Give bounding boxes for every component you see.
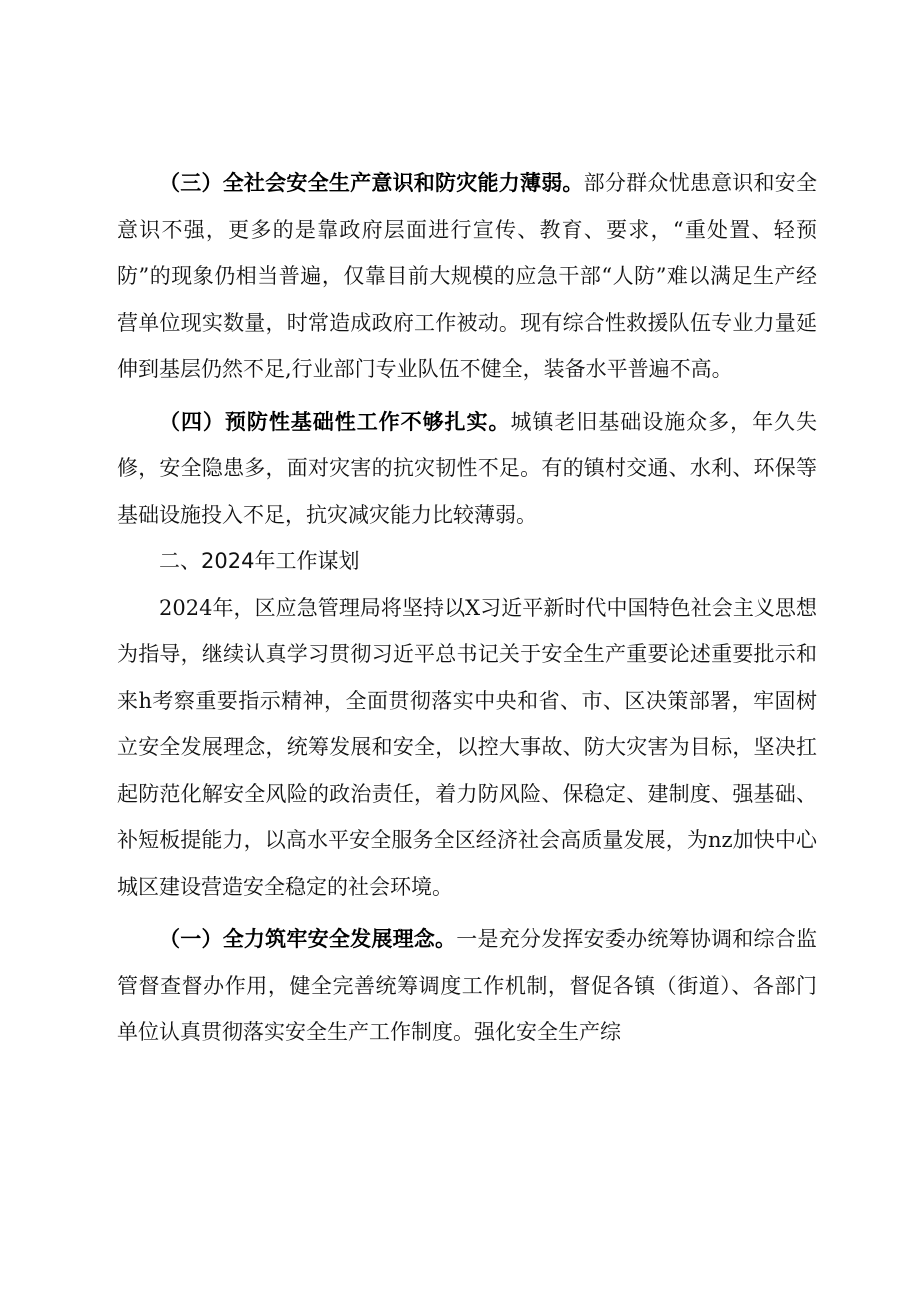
paragraph-lead: （一）全力筑牢安全发展理念。 (159, 926, 457, 951)
paragraph-lead: （三）全社会安全生产意识和防灾能力薄弱。 (159, 170, 584, 195)
section-heading: 二、2024年工作谋划 (159, 549, 360, 573)
paragraph-lead: （四）预防性基础性工作不够扎实。 (159, 408, 511, 434)
paragraph-body: 一是充分发挥安委办统筹协调和综合监管督查督办作用，健全完善统筹调度工作机制，督促各镇（街道）、各部门单位认真贯彻落实安全生产工作制度。强化安全生产综 (117, 927, 817, 1044)
document-page (117, 160, 817, 1056)
paragraph-body: 城镇老旧基础设施众多，年久失修，安全隐患多，面对灾害的抗灾韧性不足。有的镇村交通、水利、环保等基础设施投入不足，抗灾减灾能力比较薄弱。 (117, 409, 818, 527)
paragraph-awareness-weak (117, 160, 817, 393)
paragraph-prevention-weak (117, 399, 817, 539)
paragraph-intro-2024: 2024年，区应急管理局将坚持以X习近平新时代中国特色社会主义思想为指导，继续认真学习贯彻习近平总书记关于安全生产重要论述重要批示和来h考察重要指示精神，全面贯彻落实中央和省、市、区决策部署，牢固树立安全发展理念，统筹发展和安全，以控大事故、防大灾害为目标，坚决扛起防范化解安全风险的政治责任，着力防风险、保稳定、建制度、强基础、补短板提能力，以高水平安全服务全区经济社会高质量发展，为nz加快中心城区建设营造安全稳定的社会环境。 (117, 595, 817, 899)
paragraph-body: 部分群众忧患意识和安全意识不强，更多的是靠政府层面进行宣传、教育、要求，“重处置、轻预防”的现象仍相当普遍，仅靠目前大规模的应急干部“人防”难以满足生产经营单位现实数量，时常造成政府工作被动。现有综合性救援队伍专业力量延伸到基层仍然不足,行业部门专业队伍不健全，装备水平普遍不高。 (117, 171, 818, 381)
paragraph-safety-concept (117, 916, 817, 1056)
